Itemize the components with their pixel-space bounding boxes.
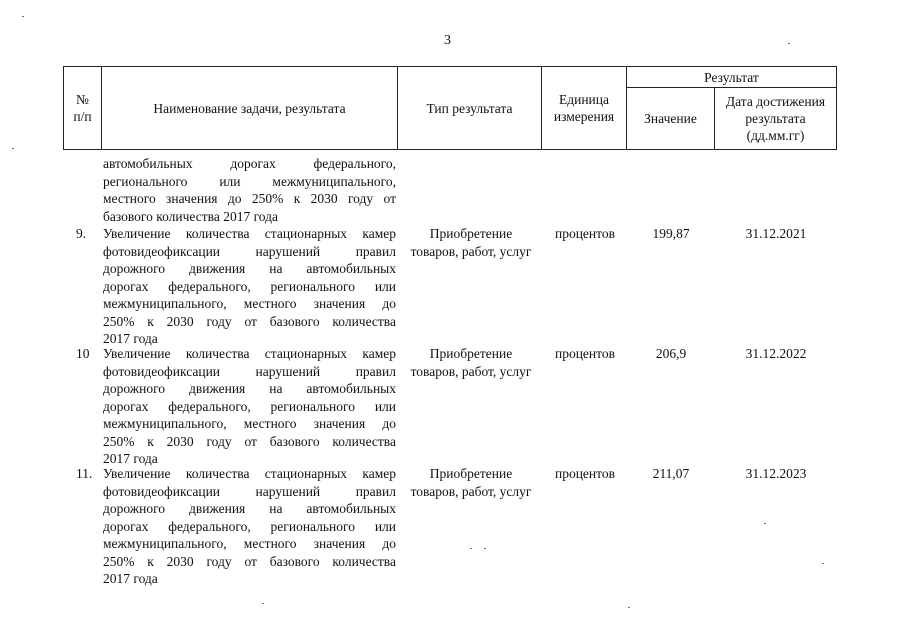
task-line: межмуниципального, местного значения до — [103, 416, 396, 431]
task-line: фотовидеофиксации нарушений правил — [103, 363, 396, 379]
task-text — [103, 345, 396, 468]
task-line: дорогах федерального, регионального или — [103, 398, 396, 414]
table-header — [63, 66, 837, 150]
unit: процентов — [554, 466, 615, 481]
task-text — [103, 465, 396, 588]
task-line: 250% к 2030 году от базового количества — [103, 313, 396, 329]
result-type-line: товаров, работ, услуг — [410, 363, 532, 379]
scan-speck — [788, 43, 790, 44]
page-number: 3 — [444, 33, 451, 48]
task-line: Увеличение количества стационарных камер — [103, 466, 396, 481]
result-type-line: товаров, работ, услуг — [410, 483, 532, 499]
task-line: дорогах федерального, регионального или — [103, 278, 396, 294]
task-line: 250% к 2030 году от базового количества — [103, 553, 396, 569]
value: 206,9 — [655, 346, 687, 361]
result-type-line: товаров, работ, услуг — [410, 243, 532, 259]
continuation-text — [103, 155, 396, 225]
scan-speck — [262, 603, 264, 604]
result-type-line: Приобретение — [429, 226, 513, 241]
task-line: межмуниципального, местного значения до — [103, 536, 396, 551]
continuation-line: автомобильных дорогах федерального, — [103, 156, 396, 171]
scan-speck — [764, 523, 766, 524]
task-line: дорожного движения на автомобильных — [103, 261, 396, 276]
task-line: 2017 года — [103, 571, 158, 586]
row-number: 9. — [76, 226, 87, 241]
result-type — [398, 225, 544, 260]
continuation-line: местного значения до 250% к 2030 году от — [103, 191, 396, 206]
task-line: межмуниципального, местного значения до — [103, 296, 396, 311]
header-result-group: Результат — [704, 69, 759, 85]
task-line: 2017 года — [103, 331, 158, 346]
header-unit: Единица измерения — [553, 92, 615, 124]
header-num: № п/п — [73, 92, 92, 124]
result-type-line: Приобретение — [429, 346, 513, 361]
task-line: фотовидеофиксации нарушений правил — [103, 483, 396, 499]
header-value: Значение — [644, 111, 697, 126]
task-line: Увеличение количества стационарных камер — [103, 226, 396, 241]
scan-speck — [22, 16, 24, 17]
date: 31.12.2023 — [745, 466, 807, 481]
row-number: 11. — [76, 466, 93, 481]
result-type — [398, 345, 544, 380]
scan-speck — [470, 548, 472, 549]
header-task: Наименование задачи, результата — [153, 100, 346, 116]
scan-speck — [12, 148, 14, 149]
task-text — [103, 225, 396, 348]
task-line: 250% к 2030 году от базового количества — [103, 433, 396, 449]
unit: процентов — [554, 346, 615, 361]
task-line: Увеличение количества стационарных камер — [103, 346, 396, 361]
result-type — [398, 465, 544, 500]
continuation-line: регионального или межмуниципального, — [103, 173, 396, 189]
scan-speck — [822, 563, 824, 564]
task-line: 2017 года — [103, 451, 158, 466]
header-type: Тип результата — [426, 100, 513, 116]
task-line: дорогах федерального, регионального или — [103, 518, 396, 534]
continuation-line: базового количества 2017 года — [103, 208, 278, 224]
header-date: Дата достижения результата (дд.мм.гг) — [725, 94, 826, 143]
date: 31.12.2022 — [745, 346, 807, 361]
value: 199,87 — [652, 226, 690, 241]
row-number: 10 — [76, 346, 90, 361]
unit: процентов — [554, 226, 615, 241]
date: 31.12.2021 — [745, 226, 807, 241]
scan-speck — [484, 548, 486, 549]
value: 211,07 — [652, 466, 690, 481]
task-line: фотовидеофиксации нарушений правил — [103, 243, 396, 259]
task-line: дорожного движения на автомобильных — [103, 501, 396, 516]
scan-speck — [628, 607, 630, 608]
task-line: дорожного движения на автомобильных — [103, 381, 396, 396]
result-type-line: Приобретение — [429, 466, 513, 481]
